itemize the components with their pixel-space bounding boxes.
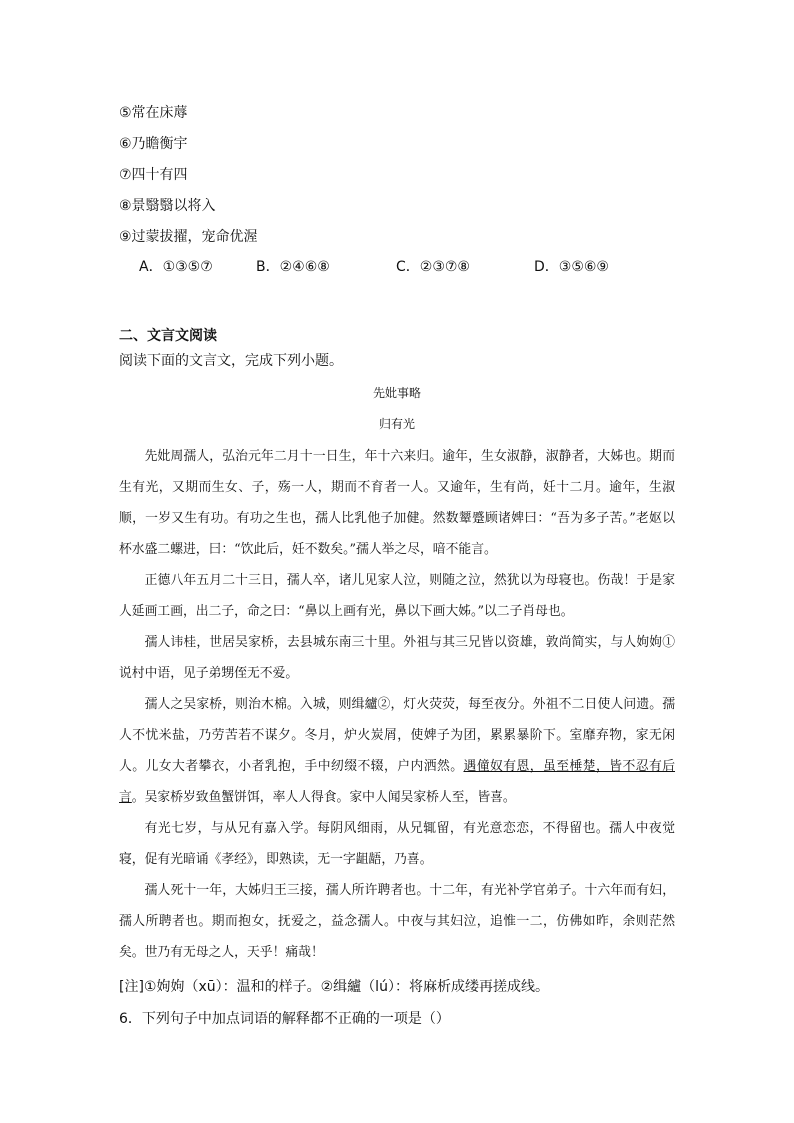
list-item-6: ⑥乃瞻衡宇 xyxy=(119,136,188,152)
choice-c: C．②③⑦⑧ xyxy=(396,259,470,275)
section-heading: 二、文言文阅读 xyxy=(119,328,217,344)
list-item-8: ⑧景翳翳以将入 xyxy=(119,198,216,214)
passage-paragraph xyxy=(119,689,675,813)
underlined-sentence: 遇僮奴有恩，虽至棰楚，皆不忍有后言 xyxy=(119,759,676,805)
choice-d: D．③⑤⑥⑨ xyxy=(534,259,609,275)
passage-author: 归有光 xyxy=(378,417,415,431)
passage-text: 。吴家桥岁致鱼蟹饼饵，率人人得食。家中人闻吴家桥人至，皆喜。 xyxy=(131,790,516,805)
list-item-7: ⑦四十有四 xyxy=(119,167,188,183)
passage-text: 孺人之吴家桥，则治木棉。入城，则缉纑②，灯火荧荧，每至夜分。外祖不二日使人问遗。孺人不忧米盐，乃劳苦若不谋夕。冬月，炉火炭屑，使婢子为团，累累暴阶下。室靡弃物，家无闲人。儿女大者攀衣，小者乳抱，手中纫缀不辍，户内洒然。 xyxy=(119,697,675,774)
passage-paragraph: 先妣周孺人，弘治元年二月十一日生，年十六来归。逾年，生女淑静，淑静者，大姊也。期而生有光，又期而生女、子，殇一人，期而不育者一人。又逾年，生有尚，妊十二月。逾年，生淑顺，一岁又生有功。有功之生也，孺人比乳他子加健。然数颦蹙顾诸婢曰：“吾为多子苦。”老妪以杯水盛二螺进，曰：“饮此后，妊不数矣。”孺人举之尽，喑不能言。 xyxy=(119,449,675,557)
choice-b: B．②④⑥⑧ xyxy=(256,259,330,275)
passage-paragraph: 有光七岁，与从兄有嘉入学。每阴风细雨，从兄辄留，有光意恋恋，不得留也。孺人中夜觉寝，促有光暗诵《孝经》，即熟读，无一字龃龉，乃喜。 xyxy=(119,821,675,867)
choice-a: A．①③⑤⑦ xyxy=(139,259,213,275)
passage-body xyxy=(119,441,675,968)
list-item-9: ⑨过蒙拔擢，宠命优渥 xyxy=(119,229,258,245)
section-instruction: 阅读下面的文言文，完成下列小题。 xyxy=(119,353,343,369)
list-item-5: ⑤常在床蓐 xyxy=(119,105,188,121)
passage-paragraph: 正德八年五月二十三日，孺人卒，诸儿见家人泣，则随之泣，然犹以为母寝也。伤哉！于是家人延画工画，出二子，命之曰：“鼻以上画有光，鼻以下画大姊。”以二子肖母也。 xyxy=(119,573,675,619)
question-6: 6．下列句子中加点词语的解释都不正确的一项是（） xyxy=(119,1011,450,1027)
passage-paragraph: 孺人讳桂，世居吴家桥，去县城东南三十里。外祖与其三兄皆以资雄，敦尚简实，与人姁姁①说村中语，见子弟甥侄无不爱。 xyxy=(119,635,675,681)
passage-title: 先妣事略 xyxy=(372,386,421,400)
passage-paragraph: 孺人死十一年，大姊归王三接，孺人所许聘者也。十二年，有光补学官弟子。十六年而有妇，孺人所聘者也。期而抱女，抚爱之，益念孺人。中夜与其妇泣，追惟一二，仿佛如昨，余则茫然矣。世乃有无母之人，天乎！痛哉！ xyxy=(119,883,675,960)
annotation-note: [注]①姁姁（xū）：温和的样子。②缉纑（lú）：将麻析成缕再搓成线。 xyxy=(119,979,549,995)
